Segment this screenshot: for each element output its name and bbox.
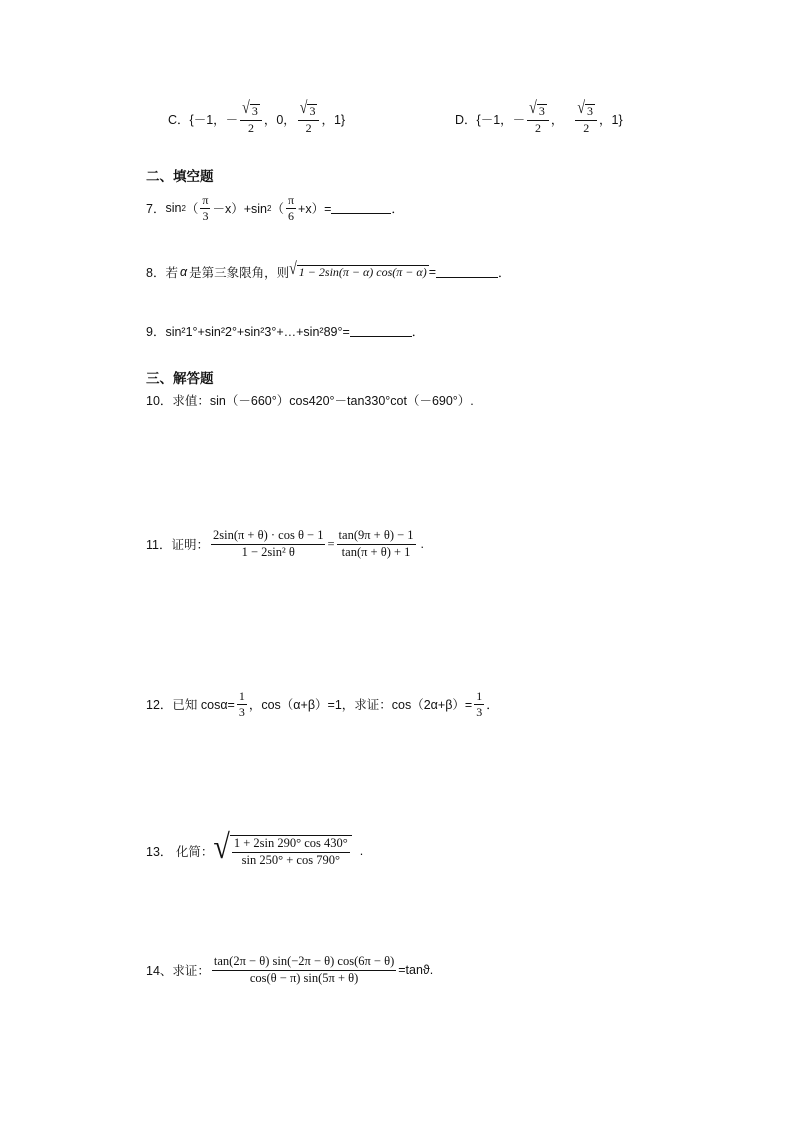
question-10: 10．求值：sin（－660°）cos420°－tan330°cot（－690°）. bbox=[146, 394, 474, 408]
q13-end: . bbox=[359, 844, 364, 858]
q11-label: 11．证明： bbox=[146, 538, 209, 552]
q9-answer-blank[interactable] bbox=[350, 326, 412, 337]
option-c bbox=[168, 98, 346, 136]
q11-end: . bbox=[420, 537, 425, 551]
option-c-label: C．{－1，－ bbox=[168, 113, 239, 127]
q7-sup2: 2 bbox=[267, 203, 272, 213]
q7-frac1-den: 3 bbox=[202, 208, 209, 223]
question-9 bbox=[146, 322, 424, 340]
option-c-frac2: √ 3 2 bbox=[298, 104, 320, 134]
q8-radicand: 1 − 2sin(π − α) cos(π − α) bbox=[298, 264, 427, 279]
q14-end: =tanϑ. bbox=[398, 963, 434, 977]
q13-label: 13． 化简： bbox=[146, 845, 214, 859]
section-title-solve: 三、解答题 bbox=[146, 371, 214, 386]
q11-rhs-frac bbox=[337, 529, 416, 558]
option-c-frac2-den: 2 bbox=[305, 120, 312, 135]
option-d-label: D．{－1，－ bbox=[455, 113, 526, 127]
q11-eq: = bbox=[327, 536, 335, 551]
option-d-tail: ，1} bbox=[599, 113, 623, 127]
q13-frac bbox=[232, 837, 350, 866]
q14-den: cos(θ − π) sin(5π + θ) bbox=[249, 970, 359, 985]
question-8 bbox=[146, 260, 511, 284]
q7-frac1 bbox=[200, 194, 210, 222]
q14-frac bbox=[212, 955, 396, 984]
q9-end: ． bbox=[411, 325, 425, 339]
q12-frac1-den: 3 bbox=[238, 704, 245, 719]
q7-end: ． bbox=[391, 202, 404, 216]
q12-frac2-den: 3 bbox=[476, 704, 483, 719]
q11-lhs-num: 2sin(π + θ) · cos θ − 1 bbox=[211, 529, 326, 544]
q14-num: tan(2π − θ) sin(−2π − θ) cos(6π − θ) bbox=[212, 955, 396, 970]
q11-lhs-den: 1 − 2sin² θ bbox=[241, 544, 295, 559]
option-d-frac2-den: 2 bbox=[583, 120, 590, 135]
question-7 bbox=[146, 190, 404, 226]
question-12 bbox=[146, 686, 499, 722]
q12-end: ． bbox=[486, 698, 499, 712]
q12-frac1 bbox=[237, 690, 247, 718]
option-d-frac1-num: 3 bbox=[538, 103, 545, 118]
option-d-frac2-num: 3 bbox=[587, 103, 594, 118]
option-d-frac1-den: 2 bbox=[535, 120, 541, 135]
q7-frac1-num: π bbox=[202, 192, 209, 207]
option-d-frac2: √ 3 2 bbox=[575, 104, 597, 134]
option-d bbox=[455, 98, 623, 136]
q7-number: 7． bbox=[146, 202, 166, 216]
q7-frac2-den: 6 bbox=[288, 208, 294, 223]
option-c-mid: ，0， bbox=[263, 113, 296, 127]
q7-paren1: （ bbox=[185, 202, 199, 216]
q11-rhs-num: tan(9π + θ) − 1 bbox=[337, 529, 416, 544]
q14-label: 14、求证： bbox=[146, 964, 210, 978]
q13-sqrt: √ $\frac{1 + 2\sin 290^\circ \cos 430^\circ}{\sin 250^\circ + \cos 790^\circ}$ bbox=[213, 835, 351, 866]
q7-answer-blank[interactable] bbox=[331, 203, 391, 214]
q8-number: 8．若 bbox=[146, 266, 178, 280]
q8-alpha: α bbox=[179, 265, 188, 279]
q13-den: sin 250° + cos 790° bbox=[241, 852, 340, 867]
q8-answer-blank[interactable] bbox=[436, 267, 498, 278]
q8-text: 是第三象限角，则 bbox=[189, 266, 290, 280]
option-c-frac1: √ 3 2 bbox=[240, 104, 262, 134]
q8-eq: = bbox=[428, 265, 437, 279]
question-11 bbox=[146, 526, 424, 562]
q7-minus-x: －x）+sin bbox=[212, 202, 267, 216]
q12-frac2 bbox=[474, 690, 484, 718]
q8-end: ． bbox=[498, 266, 511, 280]
q13-num: 1 + 2sin 290° cos 430° bbox=[232, 837, 350, 852]
q7-frac2 bbox=[286, 194, 296, 222]
q7-plus-x: +x）= bbox=[298, 202, 332, 216]
q7-sup1: 2 bbox=[181, 203, 186, 213]
section-title-fill-in: 二、填空题 bbox=[146, 169, 214, 184]
q12-frac1-num: 1 bbox=[238, 688, 245, 703]
q12-mid: ，cos（α+β）=1，求证：cos（2α+β）= bbox=[248, 698, 473, 712]
option-c-frac2-num: 3 bbox=[309, 103, 316, 118]
q11-rhs-den: tan(π + θ) + 1 bbox=[341, 544, 411, 559]
option-d-mid: ， bbox=[550, 113, 564, 127]
q7-sin: sin bbox=[165, 201, 182, 215]
question-14 bbox=[146, 952, 433, 988]
q12-frac2-num: 1 bbox=[476, 688, 483, 703]
option-d-frac1: √ 3 2 bbox=[527, 104, 549, 134]
option-c-tail: ，1} bbox=[321, 113, 346, 127]
q12-label: 12．已知 cosα= bbox=[146, 698, 235, 712]
question-13 bbox=[146, 830, 363, 872]
option-c-frac1-den: 2 bbox=[248, 120, 254, 135]
q11-lhs-frac bbox=[211, 529, 326, 558]
q9-text: 9．sin²1°+sin²2°+sin²3°+…+sin²89°= bbox=[146, 325, 350, 339]
q7-paren2: （ bbox=[271, 202, 284, 216]
option-c-frac1-num: 3 bbox=[251, 103, 258, 118]
q7-frac2-num: π bbox=[287, 192, 295, 207]
q8-sqrt: √ 1 − 2sin(π − α) cos(π − α) bbox=[289, 259, 427, 279]
